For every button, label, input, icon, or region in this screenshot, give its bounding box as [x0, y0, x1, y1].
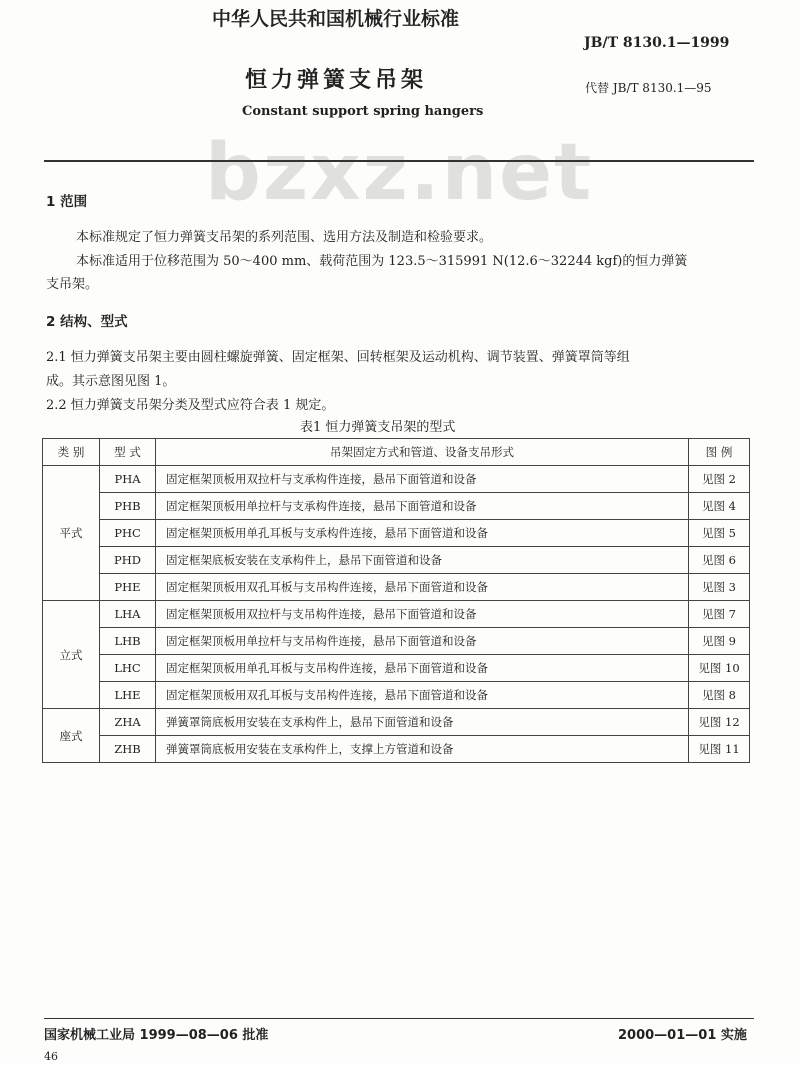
table-row	[43, 736, 750, 763]
type-cell: PHD	[100, 547, 156, 574]
approval-date: 国家机械工业局 1999—08—06 批准	[44, 1028, 269, 1043]
paragraph: 本标准适用于位移范围为 50～400 mm、载荷范围为 123.5～315991 N(12.6～32244 kgf)的恒力弹簧	[76, 254, 688, 269]
table-row	[43, 601, 750, 628]
header-type: 型 式	[100, 439, 156, 466]
hanger-types-table	[42, 438, 750, 763]
description-cell: 固定框架顶板用单孔耳板与支吊构件连接，悬吊下面管道和设备	[156, 655, 689, 682]
header-rule	[44, 160, 754, 162]
table-row	[43, 628, 750, 655]
description-cell: 弹簧罩筒底板用安装在支承构件上，悬吊下面管道和设备	[156, 709, 689, 736]
description-cell: 固定框架顶板用双孔耳板与支吊构件连接，悬吊下面管道和设备	[156, 682, 689, 709]
description-cell: 固定框架底板安装在支承构件上，悬吊下面管道和设备	[156, 547, 689, 574]
type-cell: ZHA	[100, 709, 156, 736]
figure-cell: 见图 7	[689, 601, 750, 628]
page-number: 46	[44, 1050, 58, 1063]
description-cell: 固定框架顶板用单拉杆与支吊构件连接，悬吊下面管道和设备	[156, 628, 689, 655]
type-cell: ZHB	[100, 736, 156, 763]
type-cell: LHC	[100, 655, 156, 682]
figure-cell: 见图 2	[689, 466, 750, 493]
figure-cell: 见图 10	[689, 655, 750, 682]
type-cell: PHA	[100, 466, 156, 493]
header-description: 吊架固定方式和管道、设备支吊形式	[156, 439, 689, 466]
table-row	[43, 655, 750, 682]
paragraph: 支吊架。	[46, 277, 99, 292]
figure-cell: 见图 5	[689, 520, 750, 547]
table-row	[43, 682, 750, 709]
footer-rule	[44, 1018, 754, 1019]
standard-organization: 中华人民共和国机械行业标准	[212, 8, 460, 30]
type-cell: LHA	[100, 601, 156, 628]
figure-cell: 见图 9	[689, 628, 750, 655]
watermark: bzxz.net	[205, 128, 594, 218]
table-row	[43, 493, 750, 520]
description-cell: 固定框架顶板用双孔耳板与支吊构件连接，悬吊下面管道和设备	[156, 574, 689, 601]
paragraph: 本标准规定了恒力弹簧支吊架的系列范围、选用方法及制造和检验要求。	[76, 230, 493, 245]
paragraph: 2.2 恒力弹簧支吊架分类及型式应符合表 1 规定。	[46, 398, 335, 413]
category-cell: 立式	[43, 601, 100, 709]
document-title-en: Constant support spring hangers	[242, 104, 484, 119]
table-caption: 表1 恒力弹簧支吊架的型式	[300, 420, 456, 435]
replaces-standard: 代替 JB/T 8130.1—95	[585, 81, 712, 95]
table-row	[43, 574, 750, 601]
paragraph: 成。其示意图见图 1。	[46, 374, 176, 389]
effective-date: 2000—01—01 实施	[618, 1028, 747, 1043]
description-cell: 固定框架顶板用双拉杆与支吊构件连接，悬吊下面管道和设备	[156, 601, 689, 628]
header-category: 类 别	[43, 439, 100, 466]
document-title-cn: 恒力弹簧支吊架	[245, 68, 428, 93]
category-cell: 平式	[43, 466, 100, 601]
description-cell: 固定框架顶板用单孔耳板与支承构件连接，悬吊下面管道和设备	[156, 520, 689, 547]
paragraph: 2.1 恒力弹簧支吊架主要由圆柱螺旋弹簧、固定框架、回转框架及运动机构、调节装置、弹簧罩筒等组	[46, 350, 630, 365]
section-1-heading: 1 范围	[46, 194, 88, 210]
section-2-heading: 2 结构、型式	[46, 314, 128, 330]
type-cell: LHB	[100, 628, 156, 655]
table-row	[43, 547, 750, 574]
description-cell: 固定框架顶板用双拉杆与支承构件连接，悬吊下面管道和设备	[156, 466, 689, 493]
description-cell: 固定框架顶板用单拉杆与支承构件连接，悬吊下面管道和设备	[156, 493, 689, 520]
header-figure: 图 例	[689, 439, 750, 466]
category-cell: 座式	[43, 709, 100, 763]
table-row	[43, 709, 750, 736]
figure-cell: 见图 8	[689, 682, 750, 709]
type-cell: LHE	[100, 682, 156, 709]
figure-cell: 见图 11	[689, 736, 750, 763]
figure-cell: 见图 12	[689, 709, 750, 736]
description-cell: 弹簧罩筒底板用安装在支承构件上，支撑上方管道和设备	[156, 736, 689, 763]
standard-number: JB/T 8130.1—1999	[584, 35, 730, 51]
figure-cell: 见图 6	[689, 547, 750, 574]
table-row	[43, 520, 750, 547]
table-row	[43, 466, 750, 493]
figure-cell: 见图 4	[689, 493, 750, 520]
type-cell: PHE	[100, 574, 156, 601]
type-cell: PHB	[100, 493, 156, 520]
type-cell: PHC	[100, 520, 156, 547]
figure-cell: 见图 3	[689, 574, 750, 601]
